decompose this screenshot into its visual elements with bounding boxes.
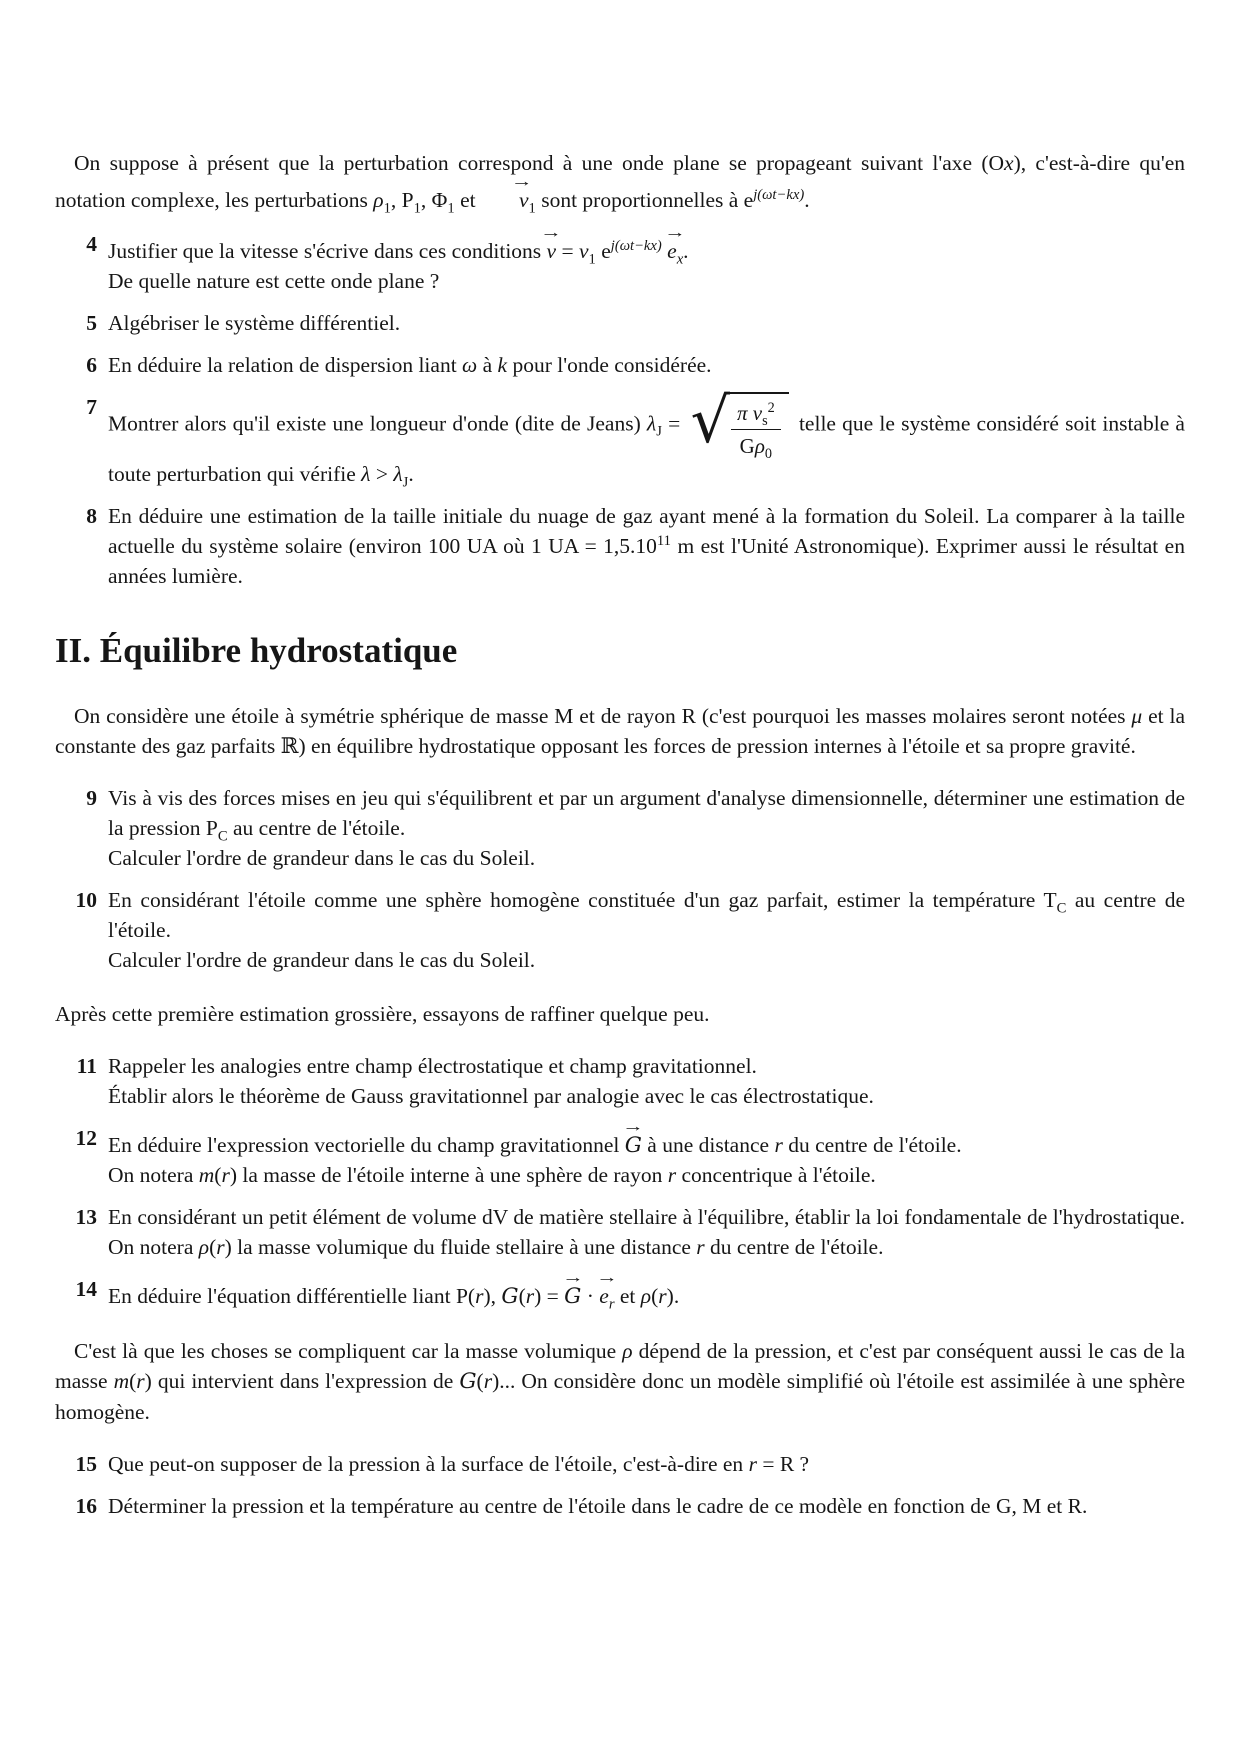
- question-item-9: [55, 783, 1185, 873]
- question-number: 6: [86, 353, 97, 377]
- interlude-paragraph: Après cette première estimation grossière, essayons de raffiner quelque peu.: [55, 1002, 710, 1027]
- page-content: [55, 148, 1185, 1545]
- question-item-12: [55, 1119, 1185, 1190]
- question-number: 4: [86, 232, 97, 256]
- question-number: 16: [75, 1494, 97, 1519]
- question-text: Algébriser le système différentiel.: [108, 311, 401, 335]
- question-item-4: [55, 225, 1185, 296]
- question-number: 5: [86, 311, 97, 335]
- question-item-7: [55, 384, 1185, 491]
- question-number: 14: [75, 1277, 97, 1302]
- question-item-8: [55, 501, 1185, 591]
- question-text: En déduire une estimation de la taille initiale du nuage de gaz ayant mené à la formation du Soleil. La comparer à la taille actuelle du système solaire (environ 100 UA où 1 UA = $1,5.10^{11}$ m est l'Unité Astronomique). Exprimer aussi le résultat en années lumière.: [108, 504, 1185, 588]
- question-text: Déterminer la pression et la température au centre de l'étoile dans le cadre de ce modèle en fonction de G, M et R.: [108, 1494, 1088, 1519]
- section-heading: II. Équilibre hydrostatique: [55, 631, 458, 670]
- question-text: En considérant un petit élément de volume dV de matière stellaire à l'équilibre, établir la loi fondamentale de l'hydrostatique. On notera ρ(r) la masse volumique du fluide stellaire à une distance r du centre de l'étoile.: [108, 1205, 1185, 1260]
- question-number: 13: [75, 1205, 97, 1230]
- question-number: 10: [75, 888, 97, 913]
- question-text: Vis à vis des forces mises en jeu qui s'équilibrent et par un argument d'analyse dimensionnelle, déterminer une estimation de la pression $P_C$ au centre de l'étoile. Calculer l'ordre de grandeur dans le cas du Soleil.: [108, 786, 1185, 871]
- question-text: Montrer alors qu'il existe une longueur d'onde (dite de Jeans) $\lambda_J$ = √ $\frac{\pi v_s^2}{G\rho_0}$ telle que le système considéré soit instable à toute perturbation qui vérifie $\lambda > \lambda_J$.: [108, 384, 1185, 491]
- question-list-star-a: [55, 783, 1185, 975]
- intro-paragraph: On suppose à présent que la perturbation correspond à une onde plane se propageant suivant l'axe (Ox), c'est-à-dire qu'en notation complexe, les perturbations $\rho_1$, $P_1$, $\Phi_1$ et → $v_1$ sont proportionnelles à $e^{j(\omega t-kx)}$.: [55, 151, 1185, 217]
- question-item-6: [55, 350, 1185, 380]
- question-list-star-b: [55, 1051, 1185, 1312]
- model-paragraph: C'est là que les choses se compliquent car la masse volumique ρ dépend de la pression, et c'est par conséquent aussi le cas de la masse m(r) qui intervient dans l'expression de G(r)... On considère donc un modèle simplifié où l'étoile est assimilée à une sphère homogène.: [55, 1339, 1186, 1425]
- question-text: Que peut-on supposer de la pression à la surface de l'étoile, c'est-à-dire en r = R ?: [108, 1452, 810, 1477]
- question-text: En déduire l'expression vectorielle du champ gravitationnel → G à une distance r du centre de l'étoile. On notera m(r) la masse de l'étoile interne à une sphère de rayon r concentrique à l'étoile.: [108, 1119, 962, 1188]
- question-item-5: [55, 308, 1185, 338]
- question-list-star-c: [55, 1449, 1185, 1521]
- question-text: Rappeler les analogies entre champ électrostatique et champ gravitationnel. Établir alors le théorème de Gauss gravitationnel par analogie avec le cas électrostatique.: [108, 1054, 874, 1109]
- question-number: 12: [75, 1126, 97, 1151]
- question-number: 8: [86, 504, 97, 528]
- question-item-10: [55, 885, 1185, 975]
- question-item-16: [55, 1491, 1185, 1521]
- question-text: Justifier que la vitesse s'écrive dans ces conditions → $v = v_1$ $e^{j(\omega t-kx)}$ → $e_x$. De quelle nature est cette onde plane ?: [108, 225, 689, 293]
- question-text: En considérant l'étoile comme une sphère homogène constituée d'un gaz parfait, estimer la température $T_C$ au centre de l'étoile. Calculer l'ordre de grandeur dans le cas du Soleil.: [108, 888, 1185, 973]
- question-number: 9: [86, 786, 97, 811]
- question-number: 11: [76, 1054, 97, 1079]
- question-item-13: [55, 1202, 1185, 1262]
- question-text: En déduire l'équation différentielle liant P(r), G(r) = → G · → $e_r$ et ρ(r).: [108, 1270, 680, 1313]
- question-number: 7: [86, 395, 97, 419]
- question-number: 15: [75, 1452, 97, 1477]
- question-item-15: [55, 1449, 1185, 1479]
- question-list-wave: [55, 225, 1185, 591]
- question-item-14: [55, 1270, 1185, 1313]
- question-item-11: [55, 1051, 1185, 1111]
- question-text: En déduire la relation de dispersion liant ω à k pour l'onde considérée.: [108, 353, 712, 377]
- section-paragraph: On considère une étoile à symétrie sphérique de masse M et de rayon R (c'est pourquoi les masses molaires seront notées μ et la constante des gaz parfaits ℝ) en équilibre hydrostatique opposant les forces de pression internes à l'étoile et sa propre gravité.: [55, 704, 1185, 759]
